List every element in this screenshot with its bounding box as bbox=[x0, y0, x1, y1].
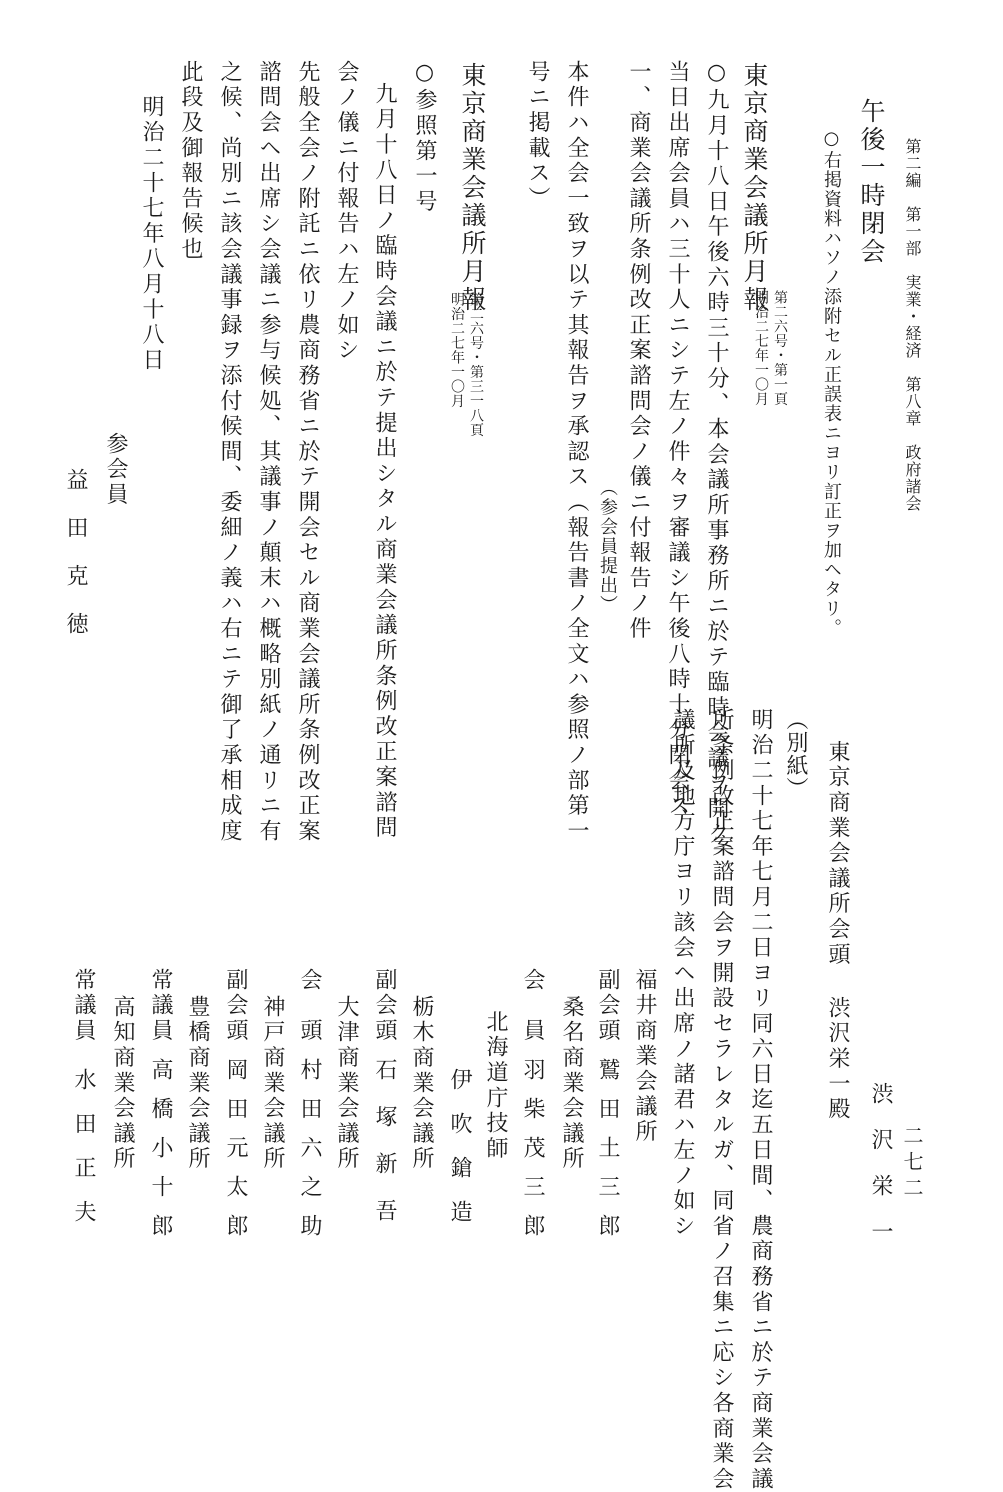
attendee-org: 桑名商業会議所 bbox=[559, 995, 584, 1173]
attendee-org: 高知商業会議所 bbox=[110, 995, 135, 1173]
attendee-name: 鷲田土三郎 bbox=[595, 1058, 620, 1253]
report-line: 先般全会ノ附託ニ依リ農商務省ニ於テ開会セル商業会議所条例改正案 bbox=[295, 60, 320, 845]
attendee-role: 副会頭 bbox=[595, 968, 620, 1044]
attendee-org: 栃木商業会議所 bbox=[409, 995, 434, 1173]
reference-heading: ○参照第一号 bbox=[412, 60, 437, 215]
attendee-org: 神戸商業会議所 bbox=[260, 995, 285, 1173]
attendee-role: 会 頭 bbox=[297, 968, 322, 1044]
adjourn-line: 午後一時閉会 bbox=[857, 98, 886, 266]
attendee-name: 伊吹鎗造 bbox=[447, 1068, 472, 1244]
running-head: 第二編 第一部 実業・経済 第八章 政府諸会 bbox=[903, 138, 922, 512]
minutes-line: ○九月十八日午後六時三十分、本会議所事務所ニ於テ臨時会議ヲ開ク bbox=[704, 60, 729, 848]
attachment-line: 明治二十七年七月二日ヨリ同六日迄五日間、農商務省ニ於テ商業会議 bbox=[748, 708, 773, 1492]
source-reference: 第二六号・第一頁 bbox=[772, 290, 788, 406]
attendee-role: 常議員 bbox=[71, 968, 96, 1044]
attachment-line: 所条例改正案諮問会ヲ開設セラレタルガ、同省ノ召集ニ応シ各商業会 bbox=[709, 708, 734, 1492]
attendee-name: 羽柴茂三郎 bbox=[520, 1058, 545, 1253]
report-line: 九月十八日ノ臨時会議ニ於テ提出シタル商業会議所条例改正案諮問 bbox=[372, 82, 397, 841]
errata-note: ○右掲資料ハソノ添附セル正誤表ニヨリ訂正ヲ加ヘタリ。 bbox=[821, 128, 842, 638]
attendee-name: 高橋小十郎 bbox=[148, 1058, 173, 1253]
report-line: 諮問会ヘ出席シ会議ニ参与候処、其議事ノ顛末ハ概略別紙ノ通リニ有 bbox=[256, 60, 281, 845]
page-number: 二七二 bbox=[900, 1125, 924, 1203]
attendee-name: 石塚新吾 bbox=[372, 1058, 397, 1246]
minutes-line: 当日出席会員ハ三十人ニシテ左ノ件々ヲ審議シ午後八時十分閉会ス bbox=[665, 60, 690, 819]
source-reference: 明治二七年一〇月 bbox=[753, 290, 769, 406]
report-line: 之候、尚別ニ該会議事録ヲ添付候間、委細ノ義ハ右ニテ御了承相成度 bbox=[217, 60, 242, 845]
submitter-note: （参会員提出） bbox=[597, 478, 618, 615]
source-title: 東京商業会議所月報 bbox=[740, 62, 769, 314]
signatory-title: 参会員 bbox=[103, 432, 128, 508]
sender-name: 渋沢栄一 bbox=[868, 1082, 893, 1266]
attendee-role: 会 員 bbox=[520, 968, 545, 1044]
attendee-org: 北海道庁技師 bbox=[483, 1010, 508, 1162]
resolution-line: 本件ハ全会一致ヲ以テ其報告ヲ承認ス（報告書ノ全文ハ参照ノ部第一 bbox=[564, 60, 589, 845]
attachment-label: （別紙） bbox=[783, 708, 808, 800]
signatory-name: 益田克徳 bbox=[63, 468, 88, 660]
source-reference: 明治二七年一〇月 bbox=[449, 292, 465, 408]
report-date: 明治二十七年八月十八日 bbox=[139, 95, 164, 374]
attendee-name: 村田六之助 bbox=[297, 1058, 322, 1253]
attendee-name: 岡田元太郎 bbox=[223, 1058, 248, 1253]
attendee-org: 豊橋商業会議所 bbox=[185, 995, 210, 1173]
attendee-role: 副会頭 bbox=[223, 968, 248, 1044]
report-line: 会ノ儀ニ付報告ハ左ノ如シ bbox=[334, 60, 359, 364]
attendee-role: 副会頭 bbox=[372, 968, 397, 1044]
attendee-org: 大津商業会議所 bbox=[334, 995, 359, 1173]
report-line: 此段及御報告候也 bbox=[178, 60, 203, 263]
attendee-role: 常議員 bbox=[148, 968, 173, 1044]
attendee-name: 水田正夫 bbox=[71, 1068, 96, 1244]
addressee: 東京商業会議所会頭 渋沢栄一殿 bbox=[825, 740, 850, 1123]
agenda-item: 一、商業会議所条例改正案諮問会ノ儀ニ付報告ノ件 bbox=[626, 60, 651, 642]
source-title: 東京商業会議所月報 bbox=[458, 62, 487, 314]
attachment-line: 議所及地方庁ヨリ該会ヘ出席ノ諸君ハ左ノ如シ bbox=[670, 708, 695, 1240]
resolution-line: 号ニ掲載ス） bbox=[525, 60, 550, 212]
source-reference: 第二六号・第三一八頁 bbox=[468, 292, 484, 437]
attendee-org: 福井商業会議所 bbox=[632, 968, 657, 1146]
